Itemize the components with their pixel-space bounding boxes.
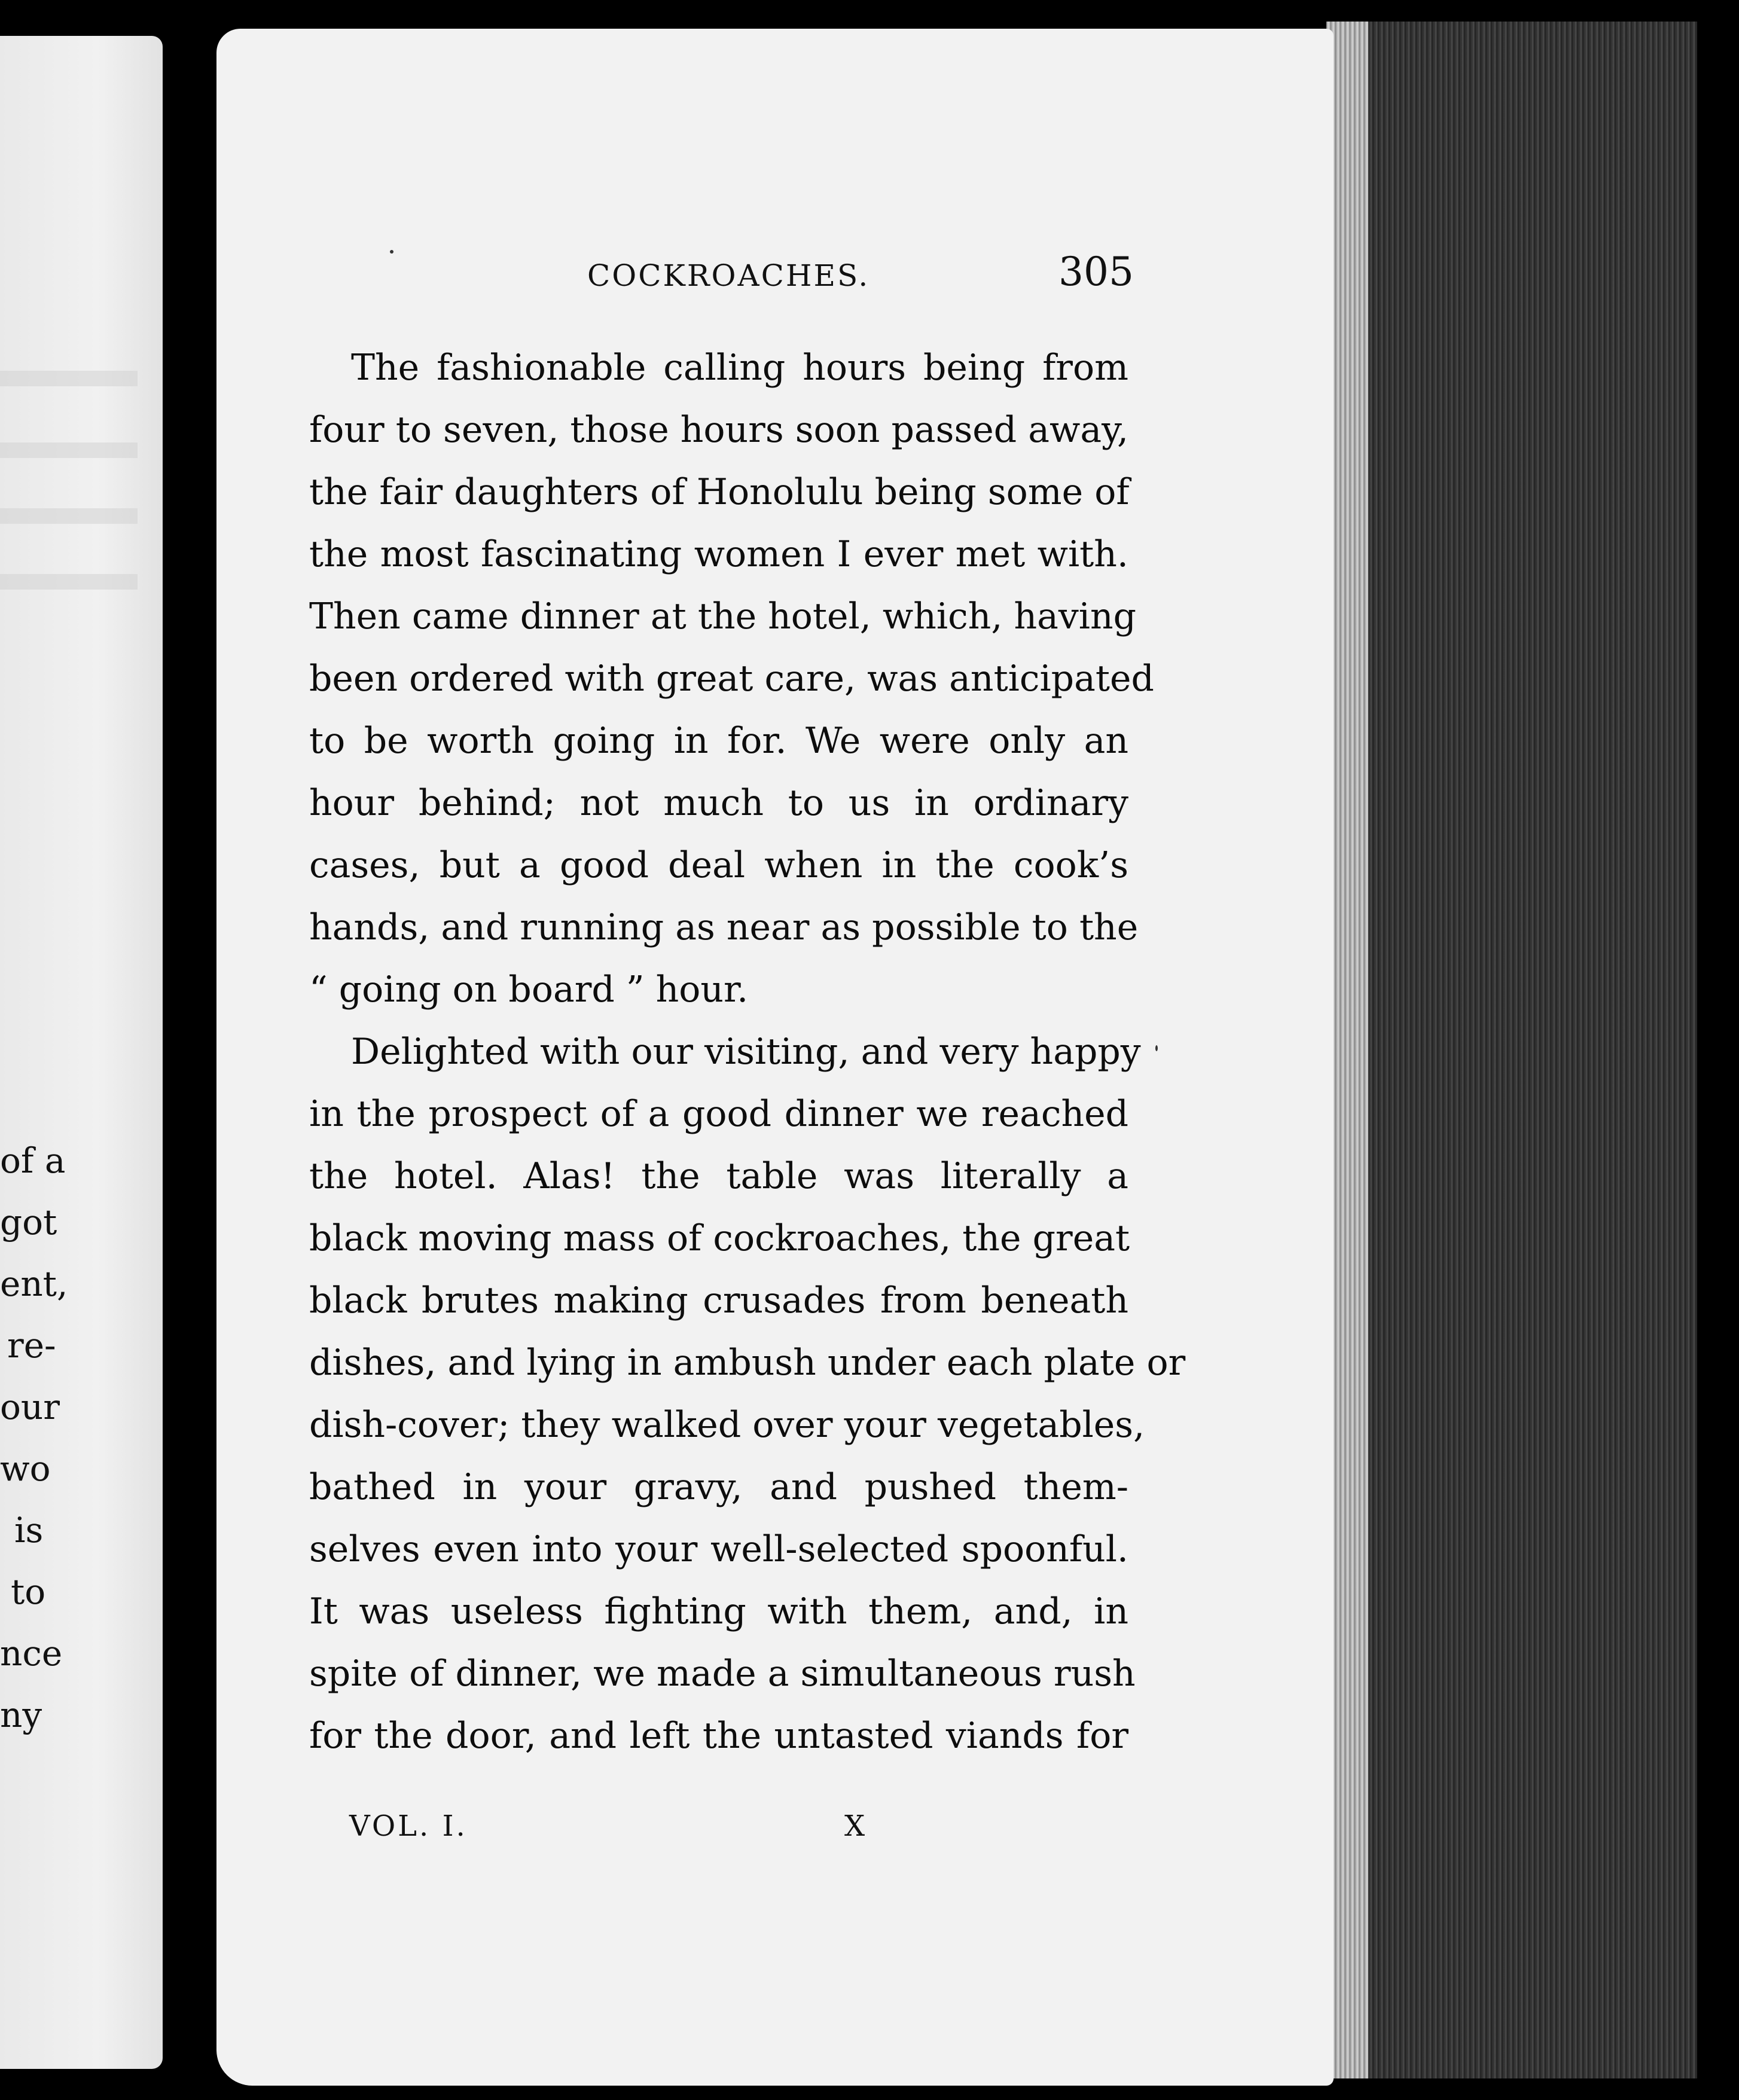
ghost-text: [0, 508, 138, 524]
body-text: [309, 337, 1186, 1767]
page-number: 305: [1058, 249, 1134, 295]
book-page: [216, 29, 1334, 2086]
text-line: It was useless fighting with them, and, in: [309, 1591, 1128, 1632]
text-line: in the prospect of a good dinner we reached: [309, 1093, 1128, 1135]
text-line: The fashionable calling hours being from: [351, 347, 1128, 389]
text-line: to be worth going in for. We were only an: [309, 720, 1128, 762]
left-fragment: our: [0, 1387, 60, 1427]
text-line: the most fascinating women I ever met with.: [309, 533, 1128, 575]
ghost-text: [0, 574, 138, 590]
text-line: dishes, and lying in ambush under each plate or: [309, 1342, 1186, 1384]
left-fragment: of a: [0, 1140, 66, 1181]
text-line: for the door, and left the untasted viands for: [309, 1715, 1128, 1757]
text-line: “ going on board ” hour.: [309, 969, 749, 1011]
text-line: been ordered with great care, was anticipated: [309, 658, 1154, 700]
left-page-fragment: [0, 36, 163, 2069]
text-line: four to seven, those hours soon passed away,: [309, 409, 1129, 451]
left-fragment: re-: [7, 1325, 56, 1366]
left-fragment: got: [0, 1202, 57, 1243]
left-fragment: to: [11, 1571, 46, 1612]
text-line: hands, and running as near as possible to the: [309, 906, 1139, 948]
text-line: Then came dinner at the hotel, which, having: [309, 596, 1137, 637]
left-fragment: nce: [0, 1633, 63, 1674]
running-title: COCKROACHES.: [587, 258, 870, 293]
text-line: Delighted with our visiting, and very happy: [351, 1031, 1141, 1073]
signature-mark: X: [844, 1809, 868, 1843]
volume-signature: VOL. I.: [349, 1809, 468, 1843]
paper-speck: [1155, 1045, 1158, 1051]
text-line: bathed in your gravy, and pushed them-: [309, 1466, 1128, 1508]
left-fragment: ent,: [0, 1263, 68, 1304]
text-line: cases, but a good deal when in the cook’s: [309, 844, 1128, 886]
text-line: the fair daughters of Honolulu being some of: [309, 471, 1130, 513]
left-fragment: ny: [0, 1695, 42, 1735]
ghost-text: [0, 442, 138, 458]
left-fragment: is: [14, 1510, 44, 1550]
left-fragment: wo: [0, 1448, 51, 1489]
text-line: selves even into your well-selected spoonful.: [309, 1528, 1128, 1570]
text-line: dish-cover; they walked over your vegetables,: [309, 1404, 1145, 1446]
text-line: the hotel. Alas! the table was literally a: [309, 1155, 1128, 1197]
page-edges: [1326, 22, 1697, 2078]
text-line: spite of dinner, we made a simultaneous rush: [309, 1653, 1136, 1695]
text-line: black brutes making crusades from beneath: [309, 1280, 1128, 1321]
ghost-text: [0, 371, 138, 386]
text-line: black moving mass of cockroaches, the great: [309, 1217, 1130, 1259]
paper-speck: [390, 250, 393, 254]
text-line: hour behind; not much to us in ordinary: [309, 782, 1128, 824]
